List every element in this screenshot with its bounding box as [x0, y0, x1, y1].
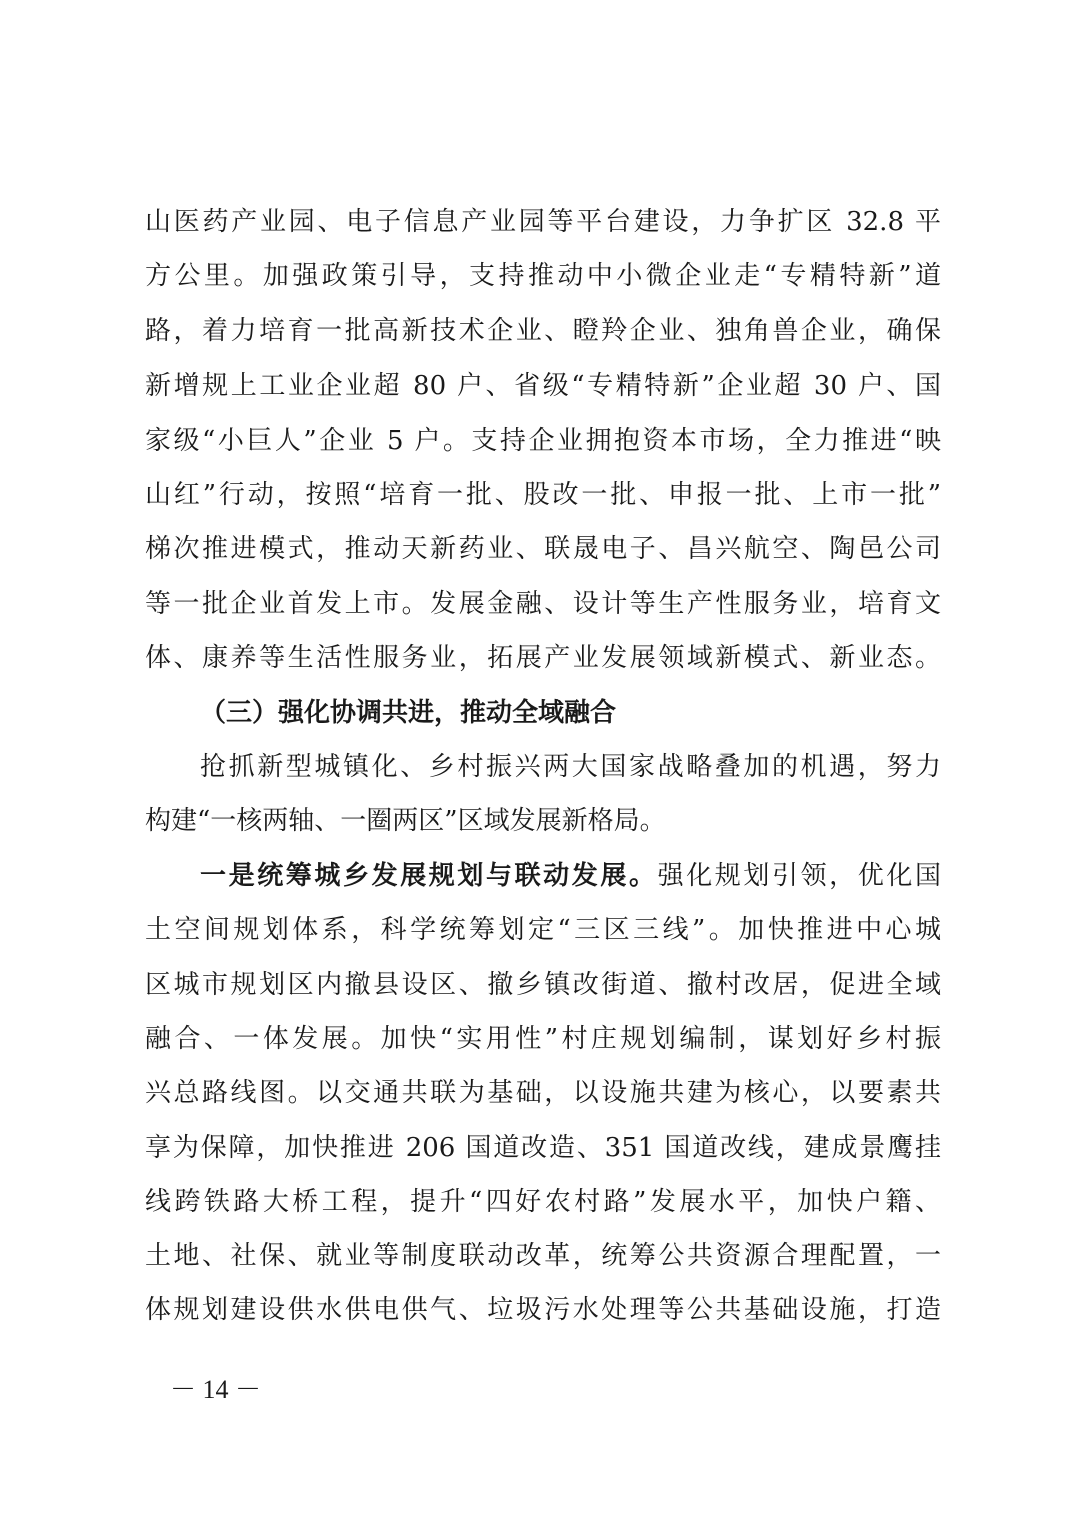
body-line: 山医药产业园、电子信息产业园等平台建设，力争扩区 32.8 平	[145, 207, 941, 237]
body-line: 体、康养等生活性服务业，拓展产业发展领域新模式、新业态。	[145, 643, 941, 673]
body-line: 等一批企业首发上市。发展金融、设计等生产性服务业，培育文	[145, 589, 941, 619]
body-line: 新增规上工业企业超 80 户、省级“专精特新”企业超 30 户、国	[145, 371, 941, 401]
body-line: 融合、一体发展。加快“实用性”村庄规划编制，谋划好乡村振	[145, 1024, 941, 1054]
body-line: 梯次推进模式，推动天新药业、联晟电子、昌兴航空、陶邑公司	[145, 534, 941, 564]
body-line: 路，着力培育一批高新技术企业、瞪羚企业、独角兽企业，确保	[145, 316, 941, 346]
lead-in-rest: 强化规划引领，优化国	[657, 861, 941, 891]
body-line: 兴总路线图。以交通共联为基础，以设施共建为核心，以要素共	[145, 1078, 941, 1108]
body-line: 土空间规划体系，科学统筹划定“三区三线”。加快推进中心城	[145, 915, 941, 945]
body-line: 方公里。加强政策引导，支持推动中小微企业走“专精特新”道	[145, 261, 941, 291]
body-line: 线跨铁路大桥工程，提升“四好农村路”发展水平，加快户籍、	[145, 1187, 941, 1217]
body-line: 享为保障，加快推进 206 国道改造、351 国道改线，建成景鹰挂	[145, 1133, 941, 1163]
section-heading: （三）强化协调共进，推动全域融合	[200, 698, 617, 728]
body-line: 区城市规划区内撤县设区、撤乡镇改街道、撤村改居，促进全域	[145, 970, 941, 1000]
body-line: 山红”行动，按照“培育一批、股改一批、申报一批、上市一批”	[145, 480, 941, 510]
body-line: 土地、社保、就业等制度联动改革，统筹公共资源合理配置，一	[145, 1241, 941, 1271]
lead-in-bold: 一是统筹城乡发展规划与联动发展。	[200, 861, 658, 891]
body-line: 体规划建设供水供电供气、垃圾污水处理等公共基础设施，打造	[145, 1295, 941, 1325]
body-line: 抢抓新型城镇化、乡村振兴两大国家战略叠加的机遇，努力	[200, 752, 941, 782]
body-line	[200, 849, 941, 903]
body-line: 构建“一核两轴、一圈两区”区域发展新格局。	[145, 806, 666, 836]
body-line: 家级“小巨人”企业 5 户。支持企业拥抱资本市场，全力推进“映	[145, 426, 941, 456]
page-number: － 14 －	[170, 1375, 262, 1404]
